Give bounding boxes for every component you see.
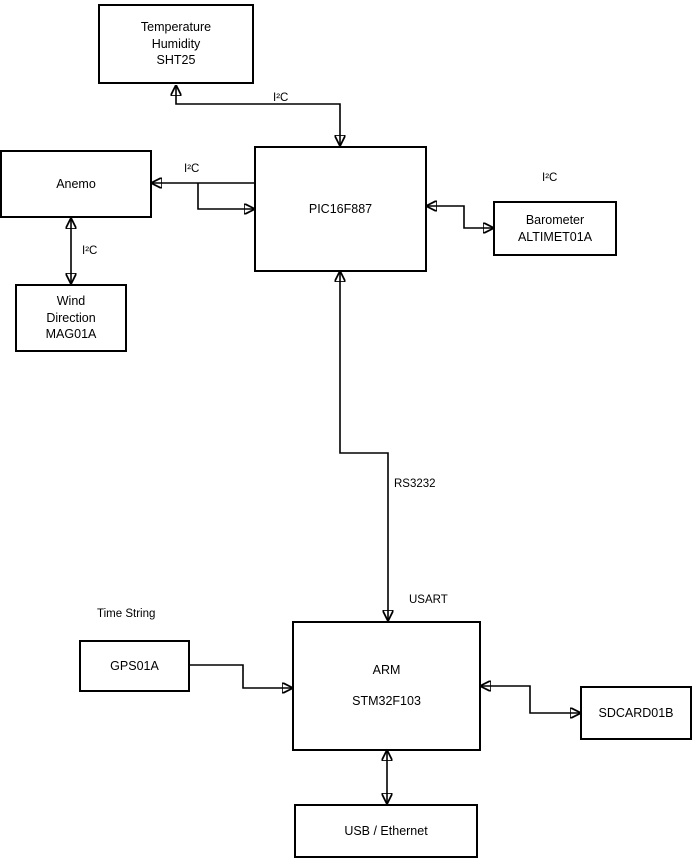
node-label: Humidity (151, 36, 201, 51)
node-temperature-humidity-sht25[interactable] (98, 4, 254, 84)
wire-anemo-to-pic (198, 183, 254, 209)
node-label: MAG01A (45, 327, 97, 342)
edge-label-winddir-i2c: I²C (82, 245, 98, 257)
node-anemo[interactable] (0, 150, 152, 218)
wire-pic-to-arm (340, 272, 388, 620)
edge-label-time-string: Time String (97, 608, 156, 620)
node-label: STM32F103 (352, 694, 421, 708)
edge-label-sht25-i2c: I²C (273, 92, 289, 104)
node-label: Temperature (140, 19, 212, 34)
node-label: ARM (372, 663, 401, 678)
node-barometer-altimet01a[interactable] (493, 201, 617, 256)
node-usb-ethernet[interactable] (294, 804, 478, 858)
node-sdcard01b[interactable] (580, 686, 692, 740)
wire-gps-to-arm (190, 665, 292, 688)
node-label: PIC16F887 (308, 201, 373, 216)
node-label: SDCARD01B (598, 705, 674, 720)
node-label: Barometer (525, 212, 585, 227)
edge-label-rs3232: RS3232 (394, 478, 436, 490)
node-label: SHT25 (156, 53, 196, 68)
edge-label-anemo-i2c: I²C (184, 163, 200, 175)
node-label: Wind (56, 293, 86, 308)
node-label: Anemo (56, 176, 96, 191)
node-arm-stm32f103[interactable] (292, 621, 481, 751)
wire-arm-to-sdcard (481, 686, 580, 713)
node-gps01a[interactable] (79, 640, 190, 692)
node-label: ALTIMET01A (517, 229, 593, 244)
node-wind-direction-mag01a[interactable] (15, 284, 127, 352)
edge-label-barometer-i2c: I²C (542, 172, 558, 184)
node-label: Direction (46, 310, 96, 325)
wire-pic-to-sht25 (176, 86, 340, 145)
node-label: GPS01A (110, 658, 159, 673)
edge-label-usart: USART (409, 594, 448, 606)
node-pic16f887[interactable] (254, 146, 427, 272)
node-label: USB / Ethernet (344, 823, 428, 838)
wire-pic-to-barometer (427, 206, 493, 228)
